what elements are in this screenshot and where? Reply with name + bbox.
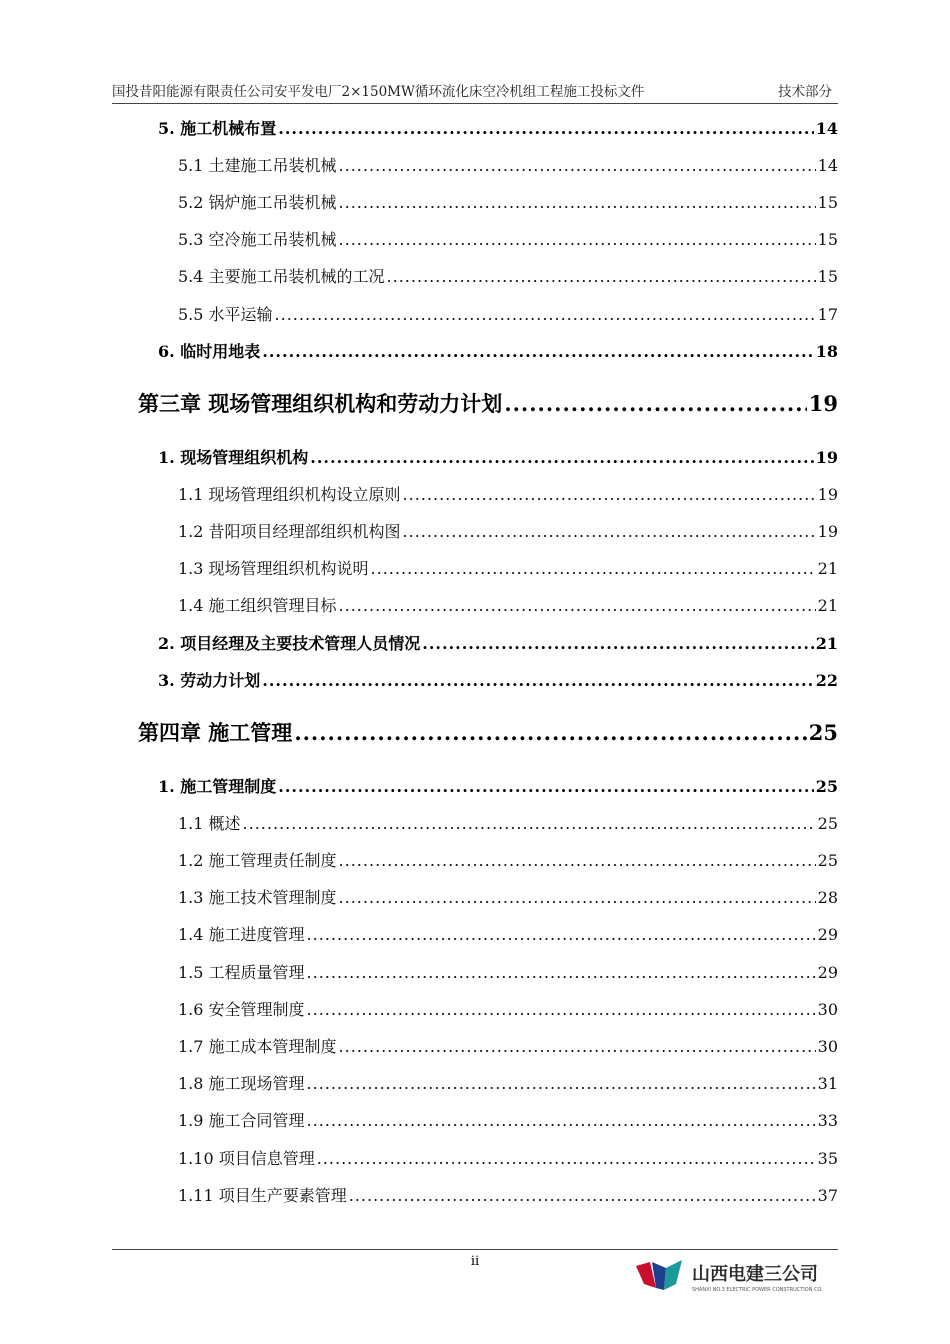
toc-entry-page: 14 [815,119,838,138]
page-number: ii [470,1254,480,1269]
toc-leader-dots [339,851,816,870]
toc-entry-page: 18 [815,342,838,361]
toc-entry[interactable] [178,264,838,287]
toc-entry-label: 1. 施工管理制度 [158,777,277,796]
toc-leader-dots [307,963,816,982]
toc-leader-dots [387,267,816,286]
toc-leader-dots [339,888,816,907]
toc-entry-page: 15 [817,267,838,286]
toc-entry[interactable] [178,1146,838,1169]
toc-leader-dots [349,1186,816,1205]
toc-entry-label: 1. 现场管理组织机构 [158,448,309,467]
toc-entry-page: 15 [817,193,838,212]
toc-entry-label: 1.11 项目生产要素管理 [178,1186,347,1205]
toc-entry-page: 28 [817,888,838,907]
toc-leader-dots [504,391,806,416]
toc-entry[interactable] [178,227,838,250]
toc-leader-dots [339,596,816,615]
toc-entry-label: 1.1 现场管理组织机构设立原则 [178,485,401,504]
toc-entry-page: 19 [808,391,838,416]
toc-leader-dots [339,156,816,175]
toc-leader-dots [403,485,816,504]
toc-entry-page: 14 [817,156,838,175]
toc-entry-page: 19 [817,522,838,541]
toc-entry[interactable] [178,593,838,616]
toc-entry-page: 37 [817,1186,838,1205]
toc-entry-page: 29 [817,925,838,944]
toc-entry-page: 25 [815,777,838,796]
toc-entry[interactable] [158,774,838,797]
toc-leader-dots [310,448,813,467]
toc-leader-dots [317,1149,816,1168]
toc-entry-label: 1.10 项目信息管理 [178,1149,315,1168]
toc-entry[interactable] [158,668,838,691]
toc-entry-label: 1.2 施工管理责任制度 [178,851,337,870]
toc-leader-dots [307,925,816,944]
toc-leader-dots [371,559,816,578]
toc-entry-label: 5. 施工机械布置 [158,119,277,138]
toc-entry[interactable] [178,302,838,325]
toc-entry-page: 31 [817,1074,838,1093]
toc-entry[interactable] [178,190,838,213]
toc-entry-page: 35 [817,1149,838,1168]
toc-entry-label: 5.4 主要施工吊装机械的工况 [178,267,385,286]
toc-entry-page: 21 [815,634,838,653]
toc-entry-label: 1.6 安全管理制度 [178,1000,305,1019]
toc-entry-page: 21 [817,596,838,615]
toc-leader-dots [422,634,813,653]
toc-leader-dots [339,193,816,212]
footer-divider [112,1249,838,1250]
toc-entry[interactable] [178,1034,838,1057]
toc-entry[interactable] [178,1071,838,1094]
toc-entry-page: 21 [817,559,838,578]
header-divider [112,103,838,104]
company-logo [636,1258,840,1294]
toc-entry-label: 1.4 施工进度管理 [178,925,305,944]
toc-leader-dots [339,1037,816,1056]
toc-entry-page: 19 [817,485,838,504]
toc-leader-dots [339,230,816,249]
toc-entry-label: 3. 劳动力计划 [158,671,261,690]
toc-entry-label: 1.2 昔阳项目经理部组织机构图 [178,522,401,541]
toc-leader-dots [403,522,816,541]
toc-entry[interactable] [178,1183,838,1206]
toc-entry-label: 5.1 土建施工吊装机械 [178,156,337,175]
toc-entry[interactable] [178,153,838,176]
toc-leader-dots [278,119,813,138]
toc-entry[interactable] [158,445,838,468]
toc-entry-label: 1.1 概述 [178,814,241,833]
toc-entry-label: 5.2 锅炉施工吊装机械 [178,193,337,212]
toc-entry[interactable] [178,556,838,579]
logo-subtext: SHANXI NO.3 ELECTRIC POWER CONSTRUCTION CO. [692,1287,823,1293]
toc-entry-label: 第三章 现场管理组织机构和劳动力计划 [138,391,503,416]
toc-entry-label: 6. 临时用地表 [158,342,261,361]
toc-entry-label: 1.3 施工技术管理制度 [178,888,337,907]
toc-entry-page: 29 [817,963,838,982]
toc-entry-label: 5.5 水平运输 [178,305,273,324]
toc-entry[interactable] [178,811,838,834]
toc-entry-page: 30 [817,1037,838,1056]
toc-entry-label: 5.3 空冷施工吊装机械 [178,230,337,249]
toc-entry-page: 19 [815,448,838,467]
toc-entry-page: 15 [817,230,838,249]
toc-entry-label: 1.9 施工合同管理 [178,1111,305,1130]
toc-leader-dots [307,1111,816,1130]
toc-entry-page: 22 [815,671,838,690]
toc-entry[interactable] [178,885,838,908]
toc-entry[interactable] [158,339,838,362]
toc-entry-label: 2. 项目经理及主要技术管理人员情况 [158,634,421,653]
toc-leader-dots [307,1074,816,1093]
toc-leader-dots [275,305,816,324]
toc-entry-page: 25 [817,851,838,870]
toc-leader-dots [294,720,806,745]
company-logo-icon [636,1258,840,1294]
toc-entry[interactable] [178,519,838,542]
toc-chapter-entry[interactable] [138,388,838,418]
toc-entry-page: 25 [817,814,838,833]
toc-entry[interactable] [178,848,838,871]
toc-entry[interactable] [178,482,838,505]
document-title: 国投昔阳能源有限责任公司安平发电厂2×150MW循环流化床空冷机组工程施工投标文件 [112,84,645,100]
toc-entry[interactable] [178,1108,838,1131]
toc-entry-page: 17 [817,305,838,324]
toc-entry-label: 1.7 施工成本管理制度 [178,1037,337,1056]
toc-leader-dots [262,671,813,690]
toc-entry[interactable] [158,116,838,139]
toc-entry-page: 25 [808,720,838,745]
toc-entry-page: 33 [817,1111,838,1130]
toc-leader-dots [262,342,813,361]
toc-entry[interactable] [178,960,838,983]
toc-entry[interactable] [178,997,838,1020]
toc-entry-label: 第四章 施工管理 [138,720,293,745]
toc-leader-dots [278,777,813,796]
toc-entry-label: 1.3 现场管理组织机构说明 [178,559,369,578]
section-label: 技术部分 [778,84,832,100]
toc-entry[interactable] [158,631,838,654]
toc-entry-page: 30 [817,1000,838,1019]
toc-leader-dots [307,1000,816,1019]
toc-entry-label: 1.5 工程质量管理 [178,963,305,982]
toc-chapter-entry[interactable] [138,717,838,747]
toc-entry-label: 1.4 施工组织管理目标 [178,596,337,615]
toc-entry-label: 1.8 施工现场管理 [178,1074,305,1093]
toc-entry[interactable] [178,922,838,945]
logo-text: 山西电建三公司 [692,1264,818,1285]
page-header [112,82,838,102]
toc-leader-dots [243,814,816,833]
